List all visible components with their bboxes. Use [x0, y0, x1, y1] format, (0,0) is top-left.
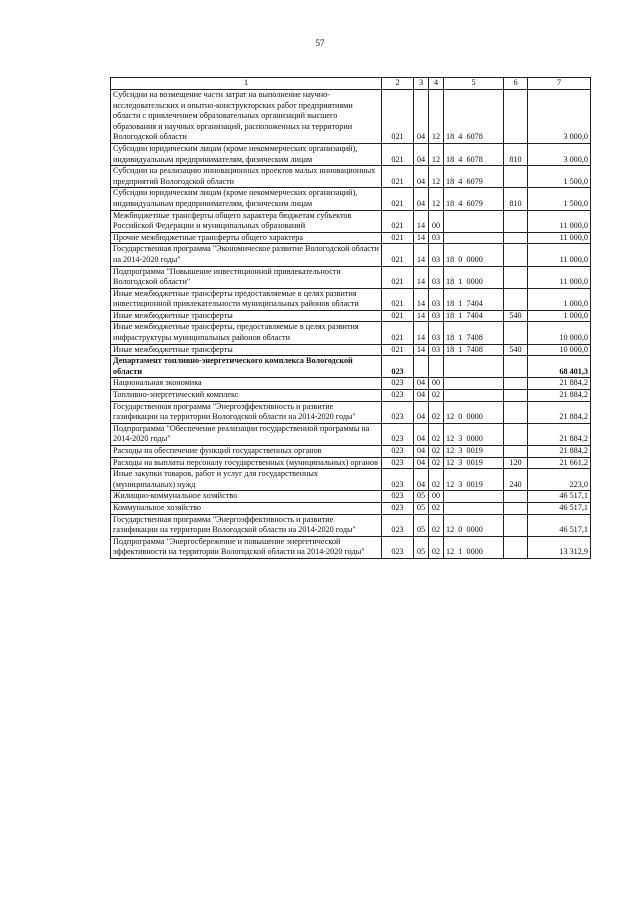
- target-article-cell: 12 0 0000: [444, 514, 504, 536]
- target-article-cell: 18 1 7408: [444, 322, 504, 344]
- amount-cell: 3 000,0: [528, 143, 591, 165]
- subsection-code-cell: 03: [429, 244, 444, 266]
- row-name-cell: Иные межбюджетные трансферты, предоставляемые в целях развития инфраструктуры муниципальных районов области: [111, 322, 382, 344]
- amount-cell: 21 884,2: [528, 378, 591, 390]
- ministry-code-cell: 023: [382, 390, 414, 402]
- subsection-code-cell: 12: [429, 166, 444, 188]
- target-article-cell: 12 3 0019: [444, 457, 504, 469]
- section-code-cell: 14: [414, 210, 429, 232]
- amount-cell: 1 000,0: [528, 288, 591, 310]
- budget-table: [110, 77, 591, 559]
- ministry-code-cell: 021: [382, 143, 414, 165]
- amount-cell: 68 401,3: [528, 356, 591, 378]
- target-article-cell: 18 4 6079: [444, 188, 504, 210]
- ministry-code-cell: 021: [382, 310, 414, 322]
- table-row: [111, 344, 591, 356]
- section-code-cell: 14: [414, 244, 429, 266]
- row-name-cell: Подпрограмма "Энергосбережение и повышение энергетической эффективности на территории Вологодской области на 2014-2020 годы": [111, 536, 382, 558]
- section-code-cell: 14: [414, 322, 429, 344]
- section-code-cell: 14: [414, 232, 429, 244]
- row-name-cell: Национальная экономика: [111, 378, 382, 390]
- target-article-cell: 18 4 6079: [444, 166, 504, 188]
- target-article-cell: 12 3 0019: [444, 469, 504, 491]
- expense-type-cell: 810: [504, 188, 528, 210]
- ministry-code-cell: 021: [382, 232, 414, 244]
- subsection-code-cell: 02: [429, 502, 444, 514]
- subsection-code-cell: 02: [429, 514, 444, 536]
- section-code-cell: 04: [414, 469, 429, 491]
- table-row: [111, 469, 591, 491]
- amount-cell: 11 000,0: [528, 232, 591, 244]
- table-header-row: [111, 78, 591, 90]
- subsection-code-cell: 12: [429, 188, 444, 210]
- amount-cell: 1 500,0: [528, 166, 591, 188]
- ministry-code-cell: 023: [382, 378, 414, 390]
- target-article-cell: [444, 491, 504, 503]
- expense-type-cell: [504, 288, 528, 310]
- table-row: [111, 188, 591, 210]
- row-name-cell: Прочие межбюджетные трансферты общего характера: [111, 232, 382, 244]
- ministry-code-cell: 023: [382, 423, 414, 445]
- column-header: 7: [528, 78, 591, 90]
- row-name-cell: Расходы на выплаты персоналу государственных (муниципальных) органов: [111, 457, 382, 469]
- expense-type-cell: [504, 356, 528, 378]
- row-name-cell: Иные межбюджетные трансферты: [111, 344, 382, 356]
- expense-type-cell: [504, 232, 528, 244]
- column-header: 4: [429, 78, 444, 90]
- subsection-code-cell: [429, 356, 444, 378]
- subsection-code-cell: 02: [429, 457, 444, 469]
- target-article-cell: 18 0 0000: [444, 244, 504, 266]
- subsection-code-cell: 03: [429, 232, 444, 244]
- section-code-cell: 14: [414, 310, 429, 322]
- expense-type-cell: [504, 390, 528, 402]
- subsection-code-cell: 00: [429, 491, 444, 503]
- ministry-code-cell: 023: [382, 536, 414, 558]
- target-article-cell: 18 1 0000: [444, 266, 504, 288]
- row-name-cell: Государственная программа "Энергоэффективность и развитие газификации на территории Вологодской области на 2014-2020 годы": [111, 401, 382, 423]
- section-code-cell: 04: [414, 446, 429, 458]
- row-name-cell: Субсидии юридическим лицам (кроме некоммерческих организаций), индивидуальным предпринимателям, физическим лицам: [111, 143, 382, 165]
- row-name-cell: Расходы на обеспечение функций государственных органов: [111, 446, 382, 458]
- expense-type-cell: [504, 166, 528, 188]
- subsection-code-cell: 02: [429, 423, 444, 445]
- subsection-code-cell: 02: [429, 401, 444, 423]
- subsection-code-cell: 03: [429, 266, 444, 288]
- subsection-code-cell: 03: [429, 344, 444, 356]
- amount-cell: 1 500,0: [528, 188, 591, 210]
- row-name-cell: Иные закупки товаров, работ и услуг для государственных (муниципальных) нужд: [111, 469, 382, 491]
- amount-cell: 46 517,1: [528, 514, 591, 536]
- amount-cell: 1 000,0: [528, 310, 591, 322]
- table-row: [111, 401, 591, 423]
- expense-type-cell: [504, 502, 528, 514]
- ministry-code-cell: 021: [382, 266, 414, 288]
- subsection-code-cell: 02: [429, 390, 444, 402]
- ministry-code-cell: 023: [382, 401, 414, 423]
- table-row: [111, 232, 591, 244]
- table-row: [111, 491, 591, 503]
- ministry-code-cell: 023: [382, 356, 414, 378]
- row-name-cell: Государственная программа "Энергоэффективность и развитие газификации на территории Вологодской области на 2014-2020 годы": [111, 514, 382, 536]
- target-article-cell: 18 4 6078: [444, 143, 504, 165]
- ministry-code-cell: 021: [382, 188, 414, 210]
- expense-type-cell: [504, 378, 528, 390]
- ministry-code-cell: 023: [382, 446, 414, 458]
- expense-type-cell: 540: [504, 344, 528, 356]
- amount-cell: 21 884,2: [528, 423, 591, 445]
- target-article-cell: [444, 378, 504, 390]
- expense-type-cell: 540: [504, 310, 528, 322]
- subsection-code-cell: 03: [429, 288, 444, 310]
- column-header: 5: [444, 78, 504, 90]
- expense-type-cell: [504, 266, 528, 288]
- section-code-cell: [414, 356, 429, 378]
- amount-cell: 3 000,0: [528, 90, 591, 144]
- target-article-cell: 18 1 7408: [444, 344, 504, 356]
- table-row: [111, 356, 591, 378]
- subsection-code-cell: 02: [429, 536, 444, 558]
- table-row: [111, 210, 591, 232]
- section-code-cell: 14: [414, 288, 429, 310]
- section-code-cell: 04: [414, 401, 429, 423]
- subsection-code-cell: 00: [429, 378, 444, 390]
- expense-type-cell: [504, 446, 528, 458]
- expense-type-cell: [504, 536, 528, 558]
- section-code-cell: 05: [414, 502, 429, 514]
- section-code-cell: 04: [414, 143, 429, 165]
- table-row: [111, 446, 591, 458]
- target-article-cell: [444, 502, 504, 514]
- row-name-cell: Подпрограмма "Обеспечение реализации государственной программы на 2014-2020 годы": [111, 423, 382, 445]
- row-name-cell: Субсидии на возмещение части затрат на выполнение научно-исследовательских и опытно-конструкторских работ предприятиями области с привлечением образовательных организаций высшего образования и научных организаций, расположенных на территории Вологодской области: [111, 90, 382, 144]
- target-article-cell: [444, 210, 504, 232]
- ministry-code-cell: 021: [382, 166, 414, 188]
- subsection-code-cell: 02: [429, 446, 444, 458]
- column-header: 6: [504, 78, 528, 90]
- target-article-cell: [444, 390, 504, 402]
- expense-type-cell: 240: [504, 469, 528, 491]
- expense-type-cell: [504, 423, 528, 445]
- amount-cell: 21 884,2: [528, 401, 591, 423]
- section-code-cell: 04: [414, 378, 429, 390]
- column-header: 2: [382, 78, 414, 90]
- ministry-code-cell: 021: [382, 244, 414, 266]
- table-row: [111, 288, 591, 310]
- amount-cell: 10 000,0: [528, 322, 591, 344]
- table-row: [111, 514, 591, 536]
- table-row: [111, 166, 591, 188]
- expense-type-cell: [504, 322, 528, 344]
- amount-cell: 11 000,0: [528, 244, 591, 266]
- ministry-code-cell: 023: [382, 469, 414, 491]
- row-name-cell: Департамент топливно-энергетического комплекса Вологодской области: [111, 356, 382, 378]
- table-body: [111, 90, 591, 559]
- ministry-code-cell: 021: [382, 322, 414, 344]
- target-article-cell: [444, 232, 504, 244]
- subsection-code-cell: 12: [429, 143, 444, 165]
- target-article-cell: 12 3 0019: [444, 446, 504, 458]
- target-article-cell: 12 0 0000: [444, 401, 504, 423]
- row-name-cell: Иные межбюджетные трансферты предоставляемые в целях развития инвестиционной привлекательности муниципальных районов области: [111, 288, 382, 310]
- ministry-code-cell: 021: [382, 288, 414, 310]
- table-row: [111, 536, 591, 558]
- amount-cell: 46 517,1: [528, 491, 591, 503]
- table-row: [111, 322, 591, 344]
- page-number: 57: [315, 38, 325, 48]
- table-row: [111, 502, 591, 514]
- target-article-cell: 18 4 6078: [444, 90, 504, 144]
- table-row: [111, 457, 591, 469]
- table-row: [111, 244, 591, 266]
- row-name-cell: Иные межбюджетные трансферты: [111, 310, 382, 322]
- amount-cell: 21 884,2: [528, 446, 591, 458]
- row-name-cell: Субсидии юридическим лицам (кроме некоммерческих организаций), индивидуальным предпринимателям, физическим лицам: [111, 188, 382, 210]
- section-code-cell: 04: [414, 390, 429, 402]
- row-name-cell: Подпрограмма "Повышение инвестиционной привлекательности Вологодской области": [111, 266, 382, 288]
- expense-type-cell: [504, 90, 528, 144]
- table-row: [111, 378, 591, 390]
- ministry-code-cell: 021: [382, 90, 414, 144]
- amount-cell: 10 000,0: [528, 344, 591, 356]
- target-article-cell: 12 1 0000: [444, 536, 504, 558]
- column-header: 1: [111, 78, 382, 90]
- expense-type-cell: [504, 244, 528, 266]
- amount-cell: 11 000,0: [528, 266, 591, 288]
- row-name-cell: Субсидии на реализацию инновационных проектов малых инновационных предприятий Вологодской области: [111, 166, 382, 188]
- target-article-cell: 12 3 0000: [444, 423, 504, 445]
- ministry-code-cell: 021: [382, 210, 414, 232]
- section-code-cell: 04: [414, 457, 429, 469]
- section-code-cell: 04: [414, 188, 429, 210]
- row-name-cell: Жилищно-коммунальное хозяйство: [111, 491, 382, 503]
- row-name-cell: Межбюджетные трансферты общего характера бюджетам субъектов Российской Федерации и муниципальных образований: [111, 210, 382, 232]
- ministry-code-cell: 023: [382, 457, 414, 469]
- expense-type-cell: 810: [504, 143, 528, 165]
- table-row: [111, 266, 591, 288]
- section-code-cell: 05: [414, 536, 429, 558]
- row-name-cell: Топливно-энергетический комплекс: [111, 390, 382, 402]
- table-row: [111, 310, 591, 322]
- ministry-code-cell: 023: [382, 491, 414, 503]
- amount-cell: 46 517,1: [528, 502, 591, 514]
- section-code-cell: 14: [414, 266, 429, 288]
- column-header: 3: [414, 78, 429, 90]
- amount-cell: 21 661,2: [528, 457, 591, 469]
- subsection-code-cell: 12: [429, 90, 444, 144]
- row-name-cell: Коммунальное хозяйство: [111, 502, 382, 514]
- expense-type-cell: 120: [504, 457, 528, 469]
- table-row: [111, 143, 591, 165]
- subsection-code-cell: 03: [429, 310, 444, 322]
- subsection-code-cell: 02: [429, 469, 444, 491]
- section-code-cell: 04: [414, 166, 429, 188]
- section-code-cell: 04: [414, 90, 429, 144]
- row-name-cell: Государственная программа "Экономическое развитие Вологодской области на 2014-2020 годы": [111, 244, 382, 266]
- ministry-code-cell: 021: [382, 344, 414, 356]
- ministry-code-cell: 023: [382, 514, 414, 536]
- amount-cell: 11 000,0: [528, 210, 591, 232]
- target-article-cell: 18 1 7404: [444, 310, 504, 322]
- amount-cell: 223,0: [528, 469, 591, 491]
- subsection-code-cell: 00: [429, 210, 444, 232]
- table-row: [111, 90, 591, 144]
- target-article-cell: 18 1 7404: [444, 288, 504, 310]
- section-code-cell: 05: [414, 491, 429, 503]
- amount-cell: 13 312,9: [528, 536, 591, 558]
- section-code-cell: 14: [414, 344, 429, 356]
- expense-type-cell: [504, 491, 528, 503]
- expense-type-cell: [504, 401, 528, 423]
- ministry-code-cell: 023: [382, 502, 414, 514]
- expense-type-cell: [504, 514, 528, 536]
- section-code-cell: 05: [414, 514, 429, 536]
- section-code-cell: 04: [414, 423, 429, 445]
- table-row: [111, 423, 591, 445]
- target-article-cell: [444, 356, 504, 378]
- expense-type-cell: [504, 210, 528, 232]
- subsection-code-cell: 03: [429, 322, 444, 344]
- table-row: [111, 390, 591, 402]
- amount-cell: 21 884,2: [528, 390, 591, 402]
